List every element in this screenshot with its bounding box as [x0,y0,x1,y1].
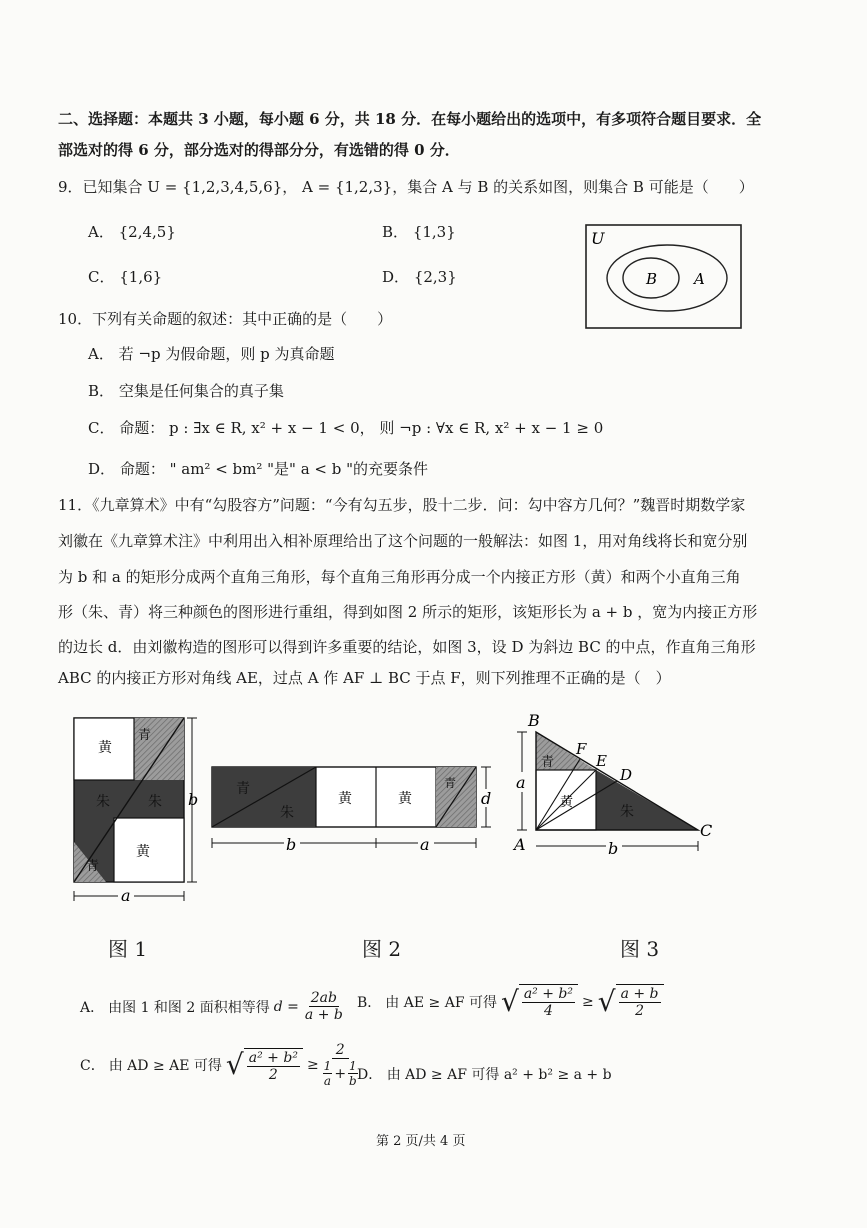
option-label: B． [382,223,409,241]
fraction-den: 4 [543,1003,553,1019]
option-label: C． [80,1058,105,1074]
fraction [303,990,345,1023]
fig2-dim-d: d [481,789,492,808]
option-text: 空集是任何集合的真子集 [118,382,284,400]
q9-option-c[interactable] [88,266,162,287]
q11-line-6: ABC 的内接正方形对角线 AE，过点 A 作 AF ⊥ BC 于点 F，则下列推理不正确的是（ ） [58,669,671,687]
fig2-label-huang-1: 黄 [338,791,352,807]
section-header-line2: 部选对的得 6 分，部分选对的得部分分，有选错的得 0 分． [58,141,460,159]
q11-line-4: 形（朱、青）将三种颜色的图形进行重组，得到如图 2 所示的矩形，该矩形长为 a + b ，宽为内接正方形 [58,603,758,621]
fraction-den: 2 [268,1066,278,1083]
fig2-caption: 图 2 [362,937,402,961]
option-text: 命题： p : ∃x ∈ R, x² + x − 1 < 0， 则 ¬p : ∀x ∈ R, x² + x − 1 ≥ 0 [119,419,604,437]
relation: ≥ [306,1057,319,1073]
option-label: D． [357,1067,383,1083]
option-label: B． [357,994,382,1011]
fig1-label-qing-bottom: 青 [86,859,100,874]
sub-fraction-a [323,1059,333,1088]
fig2-dim-b: b [286,835,297,854]
fraction [519,984,578,1019]
fraction [616,984,664,1019]
page-footer: 第 2 页/共 4 页 [376,1134,466,1149]
option-text: 由图 1 和图 2 面积相等得 [108,999,270,1016]
venn-universe-rect [586,225,741,328]
sqrt-sign: √ [225,1048,244,1081]
q9-option-d[interactable] [382,266,457,287]
sub-num: 1 [349,1059,357,1073]
fig3-caption: 图 3 [620,937,660,961]
fig3-point-e: E [596,752,607,770]
sqrt-sign: √ [597,984,616,1018]
option-label: D． [88,460,116,478]
option-label: A． [88,223,114,241]
q11-line-3: 为 b 和 a 的矩形分成两个直角三角形，每个直角三角形再分成一个内接正方形（黄）和两个小直角三角 [58,568,741,586]
option-label: C． [88,419,115,437]
fraction-den: 2 [635,1003,645,1019]
q11-option-b[interactable] [357,984,664,1019]
option-text: 若 ¬p 为假命题，则 p 为真命题 [118,345,335,363]
option-text: 由 AD ≥ AE 可得 [108,1058,222,1074]
option-text: {1,3} [412,223,456,241]
option-label: D． [382,268,410,286]
sqrt-1 [501,984,578,1019]
option-text: 由 AE ≥ AF 可得 [385,994,497,1011]
option-label: A． [80,999,105,1016]
fig3-label-qing: 青 [541,755,555,770]
fig1-label-huang-bottom: 黄 [136,844,150,860]
q11-option-c[interactable] [80,1042,358,1088]
q10-option-a[interactable] [88,343,334,364]
fraction-den [323,1059,358,1088]
fig3-point-f: F [576,740,587,758]
fig2-label-qing-right: 青 [444,776,457,790]
fig1-label-huang-top: 黄 [98,740,112,756]
sqrt-2 [598,984,664,1019]
q10-option-b[interactable] [88,380,284,401]
option-label: B． [88,382,115,400]
fig3-point-b: B [528,711,540,730]
sub-den: b [349,1074,357,1088]
q10-stem: 10．下列有关命题的叙述：其中正确的是（ ） [58,310,393,328]
fraction-num: 2ab [310,990,337,1006]
q11-line-5: 的边长 d．由刘徽构造的图形可以得到许多重要的结论，如图 3，设 D 为斜边 BC 的中点，作直角三角形 [58,638,756,656]
q11-option-d[interactable] [357,1064,612,1084]
figure-2 [206,755,506,860]
fig3-dim-b: b [608,839,619,858]
fig3-label-huang: 黄 [560,795,574,810]
fraction-num: 2 [332,1042,349,1059]
fig1-label-zhu-left: 朱 [96,794,110,810]
compound-fraction [323,1042,358,1088]
q10-option-d[interactable] [88,458,428,479]
fig1-label-qing-top: 青 [138,728,152,743]
q10-option-c[interactable] [88,417,603,438]
fraction-den: a + b [304,1007,343,1023]
fraction-num: a² + b² [248,1049,298,1066]
sub-num: 1 [323,1059,332,1073]
fraction [244,1048,303,1083]
fig1-dim-b: b [188,790,199,809]
fig1-dim-a: a [121,886,131,905]
option-text: 由 AD ≥ AF 可得 a² + b² ≥ a + b [386,1067,612,1083]
formula-left: d = [273,998,299,1015]
q11-line-1: 11．《九章算术》中有“勾股容方”问题：“今有勾五步，股十二步．问：勾中容方几何？”魏晋时期数学家 [58,496,746,514]
section-header-line1: 二、选择题：本题共 3 小题，每小题 6 分，共 18 分．在每小题给出的选项中，有多项符合题目要求．全 [58,110,762,128]
fig1-label-zhu-right: 朱 [148,794,162,810]
fig1-caption: 图 1 [108,937,148,961]
q11-line-2: 刘徽在《九章算术注》中利用出入相补原理给出了这个问题的一般解法：如图 1，用对角线将长和宽分别 [58,532,748,550]
q9-option-b[interactable] [382,221,456,242]
venn-set-a [607,245,727,311]
sqrt-sign: √ [500,984,519,1018]
venn-label-u: U [591,229,605,248]
sqrt-1 [226,1048,303,1083]
fraction-num: a² + b² [523,986,573,1002]
fig3-point-a: A [514,835,526,854]
fig3-dim-a: a [516,773,526,792]
q9-option-a[interactable] [88,221,176,242]
fraction-num: a + b [620,986,659,1002]
venn-label-a: A [694,270,705,288]
sub-den: a [323,1074,332,1088]
fig2-label-qing-left: 青 [236,781,250,797]
fig2-label-zhu: 朱 [280,805,294,821]
option-text: {2,4,5} [118,223,176,241]
option-label: C． [88,268,115,286]
option-label: A． [88,345,114,363]
venn-label-b: B [646,270,658,288]
figure-3 [508,708,720,868]
venn-diagram [585,224,743,330]
option-text: {2,3} [413,268,457,286]
option-text: {1,6} [119,268,163,286]
fig3-label-zhu: 朱 [620,804,634,820]
plus-sign: + [334,1065,347,1082]
figure-1 [66,712,206,908]
q9-stem: 9．已知集合 U = {1,2,3,4,5,6}， A = {1,2,3}，集合 A 与 B 的关系如图，则集合 B 可能是（ ） [58,178,754,196]
relation: ≥ [582,993,594,1010]
fig3-point-c: C [700,821,713,840]
q11-option-a[interactable] [80,990,345,1023]
fig3-point-d: D [620,766,633,784]
fig2-label-huang-2: 黄 [398,791,412,807]
fig2-dim-a: a [420,835,430,854]
option-text: 命题： " am² < bm² "是" a < b "的充要条件 [119,460,429,478]
